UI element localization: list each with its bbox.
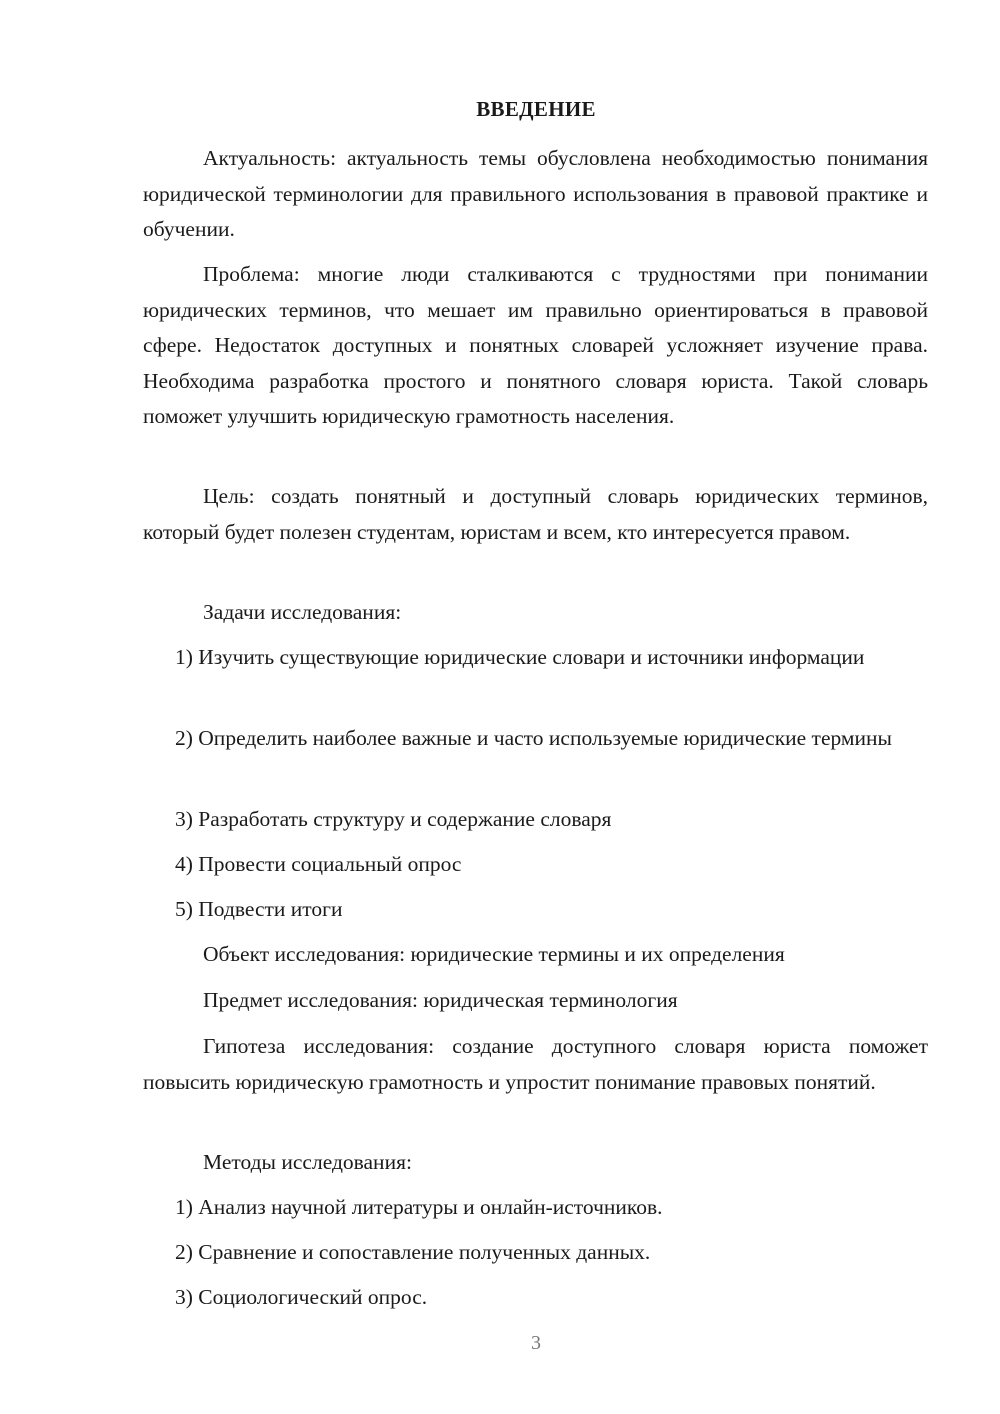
task-item: 2) Определить наиболее важные и часто используемые юридические термины <box>175 726 892 750</box>
relevance-paragraph: Актуальность: актуальность темы обусловлена необходимостью понимания юридической терминологии для правильного использования в правовой практике и обучении. <box>143 146 928 241</box>
subject-paragraph: Предмет исследования: юридическая терминология <box>203 988 678 1012</box>
task-item: 1) Изучить существующие юридические словари и источники информации <box>175 645 865 669</box>
task-item: 4) Провести социальный опрос <box>175 852 462 876</box>
method-item: 1) Анализ научной литературы и онлайн-источников. <box>175 1195 663 1219</box>
page-number: 3 <box>531 1332 541 1354</box>
tasks-heading: Задачи исследования: <box>203 600 402 624</box>
object-paragraph: Объект исследования: юридические термины и их определения <box>203 942 785 966</box>
page-title: ВВЕДЕНИЕ <box>476 97 596 121</box>
task-item: 3) Разработать структуру и содержание словаря <box>175 807 612 831</box>
problem-paragraph: Проблема: многие люди сталкиваются с трудностями при понимании юридических терминов, что мешает им правильно ориентироваться в правовой сфере. Недостаток доступных и понятных словарей усложняет изучение права. Необходима разработка простого и понятного словаря юриста. Такой словарь поможет улучшить юридическую грамотность населения. <box>143 262 928 428</box>
method-item: 3) Социологический опрос. <box>175 1285 428 1309</box>
task-item: 5) Подвести итоги <box>175 897 343 921</box>
goal-paragraph: Цель: создать понятный и доступный словарь юридических терминов, который будет полезен студентам, юристам и всем, кто интересуется правом. <box>143 484 928 544</box>
method-item: 2) Сравнение и сопоставление полученных данных. <box>175 1240 651 1264</box>
hypothesis-paragraph: Гипотеза исследования: создание доступного словаря юриста поможет повысить юридическую грамотность и упростит понимание правовых понятий. <box>143 1034 928 1094</box>
methods-heading: Методы исследования: <box>203 1150 412 1174</box>
